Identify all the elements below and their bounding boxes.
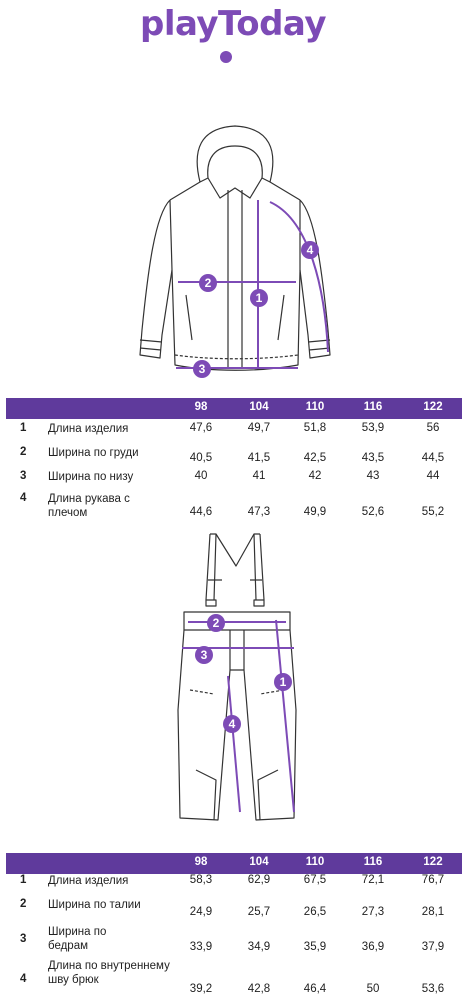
row-number: 1 xyxy=(20,874,27,886)
size-header: 98 xyxy=(194,401,208,413)
table-cell: 52,6 xyxy=(361,506,385,518)
pants-table-header xyxy=(6,853,462,874)
row-label: Длина изделия xyxy=(48,875,129,887)
row-label: Ширина по талии xyxy=(48,899,141,911)
table-cell: 62,9 xyxy=(247,874,271,886)
table-cell: 49,7 xyxy=(247,422,271,434)
row-number: 2 xyxy=(20,898,27,910)
table-cell: 35,9 xyxy=(303,941,327,953)
table-cell: 47,3 xyxy=(247,506,271,518)
table-row xyxy=(6,925,462,959)
table-cell: 39,2 xyxy=(189,983,213,995)
table-cell: 43 xyxy=(366,470,380,482)
table-cell: 67,5 xyxy=(303,874,327,886)
size-header: 104 xyxy=(249,401,269,413)
table-cell: 44,5 xyxy=(421,452,445,464)
size-header: 116 xyxy=(363,401,383,413)
row-label: Ширина по груди xyxy=(48,447,139,459)
row-label: Ширина по бедрам xyxy=(48,926,107,952)
table-cell: 44 xyxy=(426,470,440,482)
size-header: 122 xyxy=(423,856,443,868)
jacket-marker-4-label: 4 xyxy=(306,243,314,257)
row-number: 4 xyxy=(20,492,27,504)
table-cell: 37,9 xyxy=(421,941,445,953)
row-label: Длина по внутреннему шву брюк xyxy=(48,960,170,986)
jacket-size-table xyxy=(6,398,462,528)
pants-marker-3-label: 3 xyxy=(200,648,208,662)
size-header: 116 xyxy=(363,856,383,868)
pants-marker-1-label: 1 xyxy=(279,675,287,689)
table-cell: 49,9 xyxy=(303,506,327,518)
table-row xyxy=(6,959,462,1000)
row-number: 3 xyxy=(20,470,27,482)
table-row xyxy=(6,490,462,524)
pants-size-table xyxy=(6,853,462,1000)
table-cell: 25,7 xyxy=(247,906,271,918)
table-cell: 72,1 xyxy=(361,874,385,886)
table-cell: 27,3 xyxy=(361,906,385,918)
jacket-marker-1-label: 1 xyxy=(255,291,263,305)
brand-logo: playToday xyxy=(140,4,326,44)
table-row xyxy=(6,422,462,442)
table-cell: 53,6 xyxy=(421,983,445,995)
row-number: 1 xyxy=(20,422,27,434)
jacket-marker-3-label: 3 xyxy=(198,362,206,376)
table-row xyxy=(6,446,462,466)
table-cell: 41,5 xyxy=(247,452,271,464)
table-cell: 51,8 xyxy=(303,422,327,434)
table-cell: 47,6 xyxy=(189,422,213,434)
table-cell: 46,4 xyxy=(303,983,327,995)
table-cell: 41 xyxy=(252,470,266,482)
size-header: 122 xyxy=(423,401,443,413)
row-label: Длина рукава с плечом xyxy=(48,493,130,519)
size-header: 110 xyxy=(305,401,325,413)
table-cell: 56 xyxy=(426,422,440,434)
table-row xyxy=(6,898,462,922)
table-cell: 34,9 xyxy=(247,941,271,953)
table-cell: 42,8 xyxy=(247,983,271,995)
table-cell: 24,9 xyxy=(189,906,213,918)
size-header: 110 xyxy=(305,856,325,868)
table-cell: 53,9 xyxy=(361,422,385,434)
table-cell: 42,5 xyxy=(303,452,327,464)
table-cell: 58,3 xyxy=(189,874,213,886)
row-number: 4 xyxy=(20,973,27,985)
logo-dot xyxy=(220,51,232,63)
table-cell: 76,7 xyxy=(421,874,445,886)
pants-marker-4-label: 4 xyxy=(228,717,236,731)
table-cell: 33,9 xyxy=(189,941,213,953)
row-number: 2 xyxy=(20,446,27,458)
table-cell: 43,5 xyxy=(361,452,385,464)
row-label: Длина изделия xyxy=(48,423,129,435)
table-row xyxy=(6,470,462,490)
table-cell: 50 xyxy=(366,983,380,995)
pants-diagram xyxy=(170,530,310,830)
pants-marker-2-label: 2 xyxy=(212,616,220,630)
table-cell: 44,6 xyxy=(189,506,213,518)
table-cell: 28,1 xyxy=(421,906,445,918)
table-cell: 55,2 xyxy=(421,506,445,518)
table-cell: 36,9 xyxy=(361,941,385,953)
jacket-diagram xyxy=(120,120,350,385)
size-header: 98 xyxy=(194,856,208,868)
table-cell: 40,5 xyxy=(189,452,213,464)
table-cell: 26,5 xyxy=(303,906,327,918)
row-number: 3 xyxy=(20,933,27,945)
table-cell: 42 xyxy=(308,470,322,482)
table-row xyxy=(6,874,462,894)
jacket-marker-2-label: 2 xyxy=(204,276,212,290)
row-label: Ширина по низу xyxy=(48,471,134,483)
jacket-table-header xyxy=(6,398,462,419)
size-header: 104 xyxy=(249,856,269,868)
table-cell: 40 xyxy=(194,470,208,482)
